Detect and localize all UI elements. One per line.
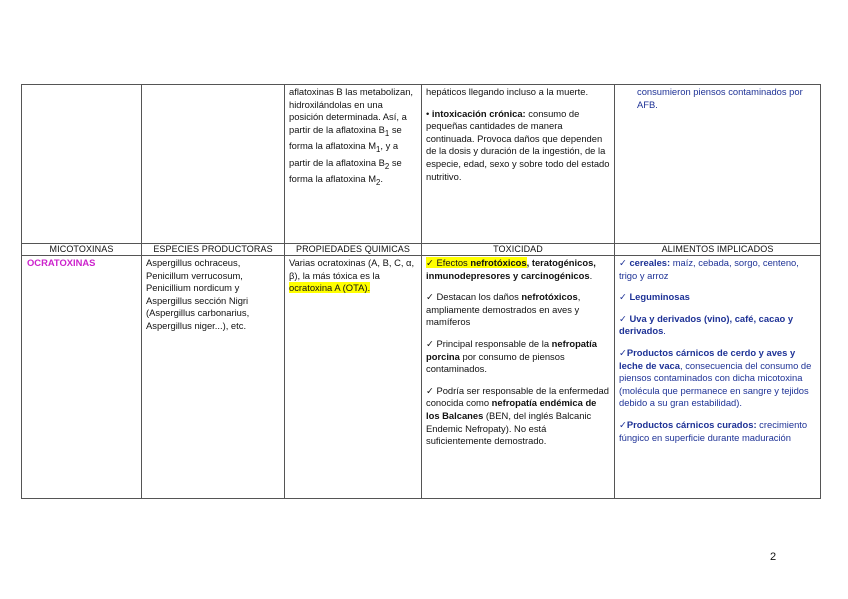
metabolism-cell: aflatoxinas B las metabolizan, hidroxilándolas en una posición determinada. Así, a partir de la aflatoxina $B_1$ se forma la aflatoxina $M_1$, y a partir de la aflatoxina $B_2$ se forma la aflatoxina $M_2$. [285,85,422,244]
empty-cell [22,85,142,244]
toxicity-cell [422,256,615,499]
food-curados: ✓Productos cárnicos curados: crecimiento fúngico en superficie durante maduración [619,418,808,443]
foods-continuation-cell: consumieron piensos contaminados por AFB. [615,85,821,244]
table-header-row [22,244,821,256]
food-leguminosas: ✓ Leguminosas [619,291,690,303]
food-carnicos: ✓Productos cárnicos de cerdo y aves y leche de vaca, consecuencia del consumo de piensos contaminados con dicha micotoxina (molécula que permanece en sangre y tejidos debido a su gran estabilidad). [619,346,812,409]
table-row-continuation [22,85,821,244]
page-number: 2 [770,551,777,563]
header-micotoxinas: MICOTOXINAS [22,244,142,256]
mycotoxin-name: OCRATOXINAS [27,257,96,268]
toxicity-porcine: ✓ Principal responsable de la nefropatía porcina por consumo de piensos contaminados. [426,337,597,375]
micotoxinas-table [21,84,821,499]
properties-cell: Varias ocratoxinas (A, B, C, α, β), la más tóxica es la ocratoxina A (OTA). [285,256,422,499]
foods-cell [615,256,821,499]
species-cell: Aspergillus ochraceus, Penicillum verrucosum, Penicillium nordicum y Aspergillus sección Nigri (Aspergillus carbonarius, Aspergillus niger...), etc. [142,256,285,499]
mycotoxin-name-cell [22,256,142,499]
chronic-intoxication-text: • intoxicación crónica: consumo de pequeñas cantidades de manera continuada. Provoca daños que dependen de la dosis y duración de la ingestión, de la especie, edad, sexo y sobre todo del estado nutritivo. [426,107,610,182]
hepatic-text: hepáticos llegando incluso a la muerte. [426,86,589,97]
header-propiedades: PROPIEDADES QUIMICAS [285,244,422,256]
header-toxicidad: TOXICIDAD [422,244,615,256]
toxicity-nephrotoxic: ✓ Destacan los daños nefrotóxicos, ampliamente demostrados en aves y mamíferos [426,291,581,328]
food-uva: ✓ Uva y derivados (vino), café, cacao y derivados. [619,312,794,337]
ota-highlight: ocratoxina A (OTA). [289,282,371,294]
toxicity-balkan: ✓ Podría ser responsable de la enfermedad conocida como nefropatía endémica de los Balcanes (BEN, del inglés Balcanic Endemic Nefropaty). No está suficientemente demostrado. [426,384,609,447]
header-especies: ESPECIES PRODUCTORAS [142,244,285,256]
food-cereales: ✓ cereales: maíz, cebada, sorgo, centeno, trigo y arroz [619,257,799,281]
toxicity-effects: ✓ Efectos nefrotóxicos, teratogénicos, inmunodepresores y carcinogénicos. [426,257,596,281]
toxicity-continuation-cell [422,85,615,244]
header-alimentos: ALIMENTOS IMPLICADOS [615,244,821,256]
table-row-ocratoxinas [22,256,821,499]
empty-cell [142,85,285,244]
